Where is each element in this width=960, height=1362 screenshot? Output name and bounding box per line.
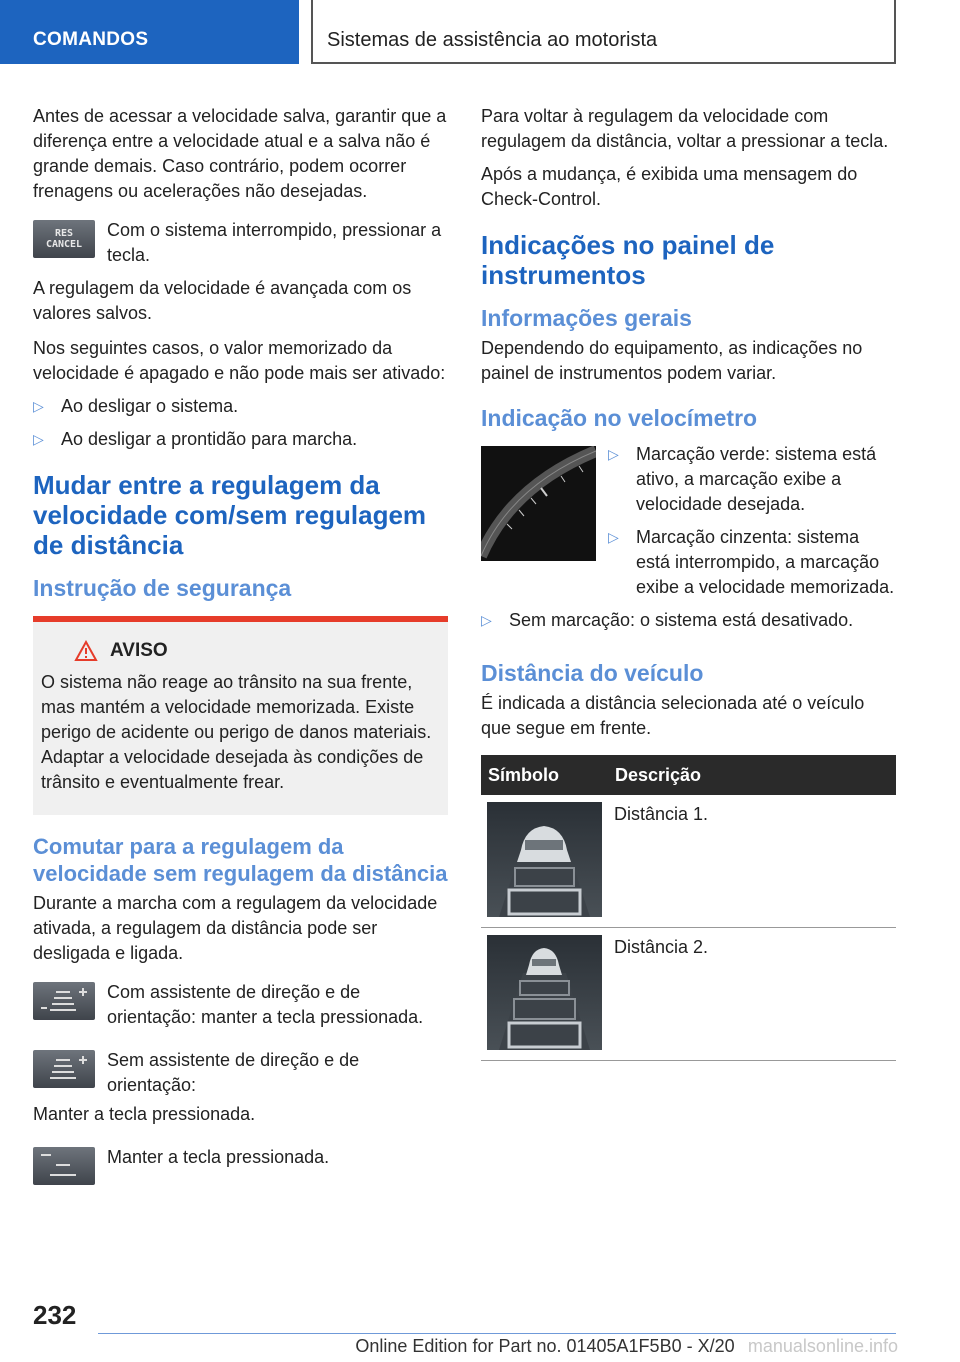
table-cell: Distância 2. (608, 928, 896, 1061)
paragraph: Após a mudança, é exibida uma mensagem do Check-Control. (481, 164, 858, 209)
icon-description: Com o sistema interrompido, pressionar a tecla. (107, 220, 442, 265)
icon-description: Sem assistente de direção e de orientação: (107, 1050, 360, 1095)
list-item: ▷ Marcação verde: sistema está ativo, a marcação exibe a velocidade desejada. (608, 444, 877, 514)
speedometer-section (481, 442, 896, 600)
watermark: manualsonline.info (747, 1336, 898, 1356)
warning-text: O sistema não reage ao trânsito na sua frente, mas mantém a velocidade memorizada. Existe perigo de acidente ou perigo de danos materiais. Adaptar a velocidade desejada às condições de trânsito e eventualmente frear. (41, 672, 432, 792)
icon-row (33, 980, 448, 1030)
distance-1-icon (487, 802, 602, 917)
paragraph: Para voltar à regulagem da velocidade com regulagem da distância, voltar a pressionar a tecla. (481, 106, 889, 151)
res-cancel-button-icon: RES CANCEL (33, 220, 95, 258)
table-cell: Distância 1. (608, 795, 896, 928)
footer-divider (98, 1333, 896, 1334)
bullet-triangle-icon: ▷ (608, 529, 619, 545)
paragraph: É indicada a distância selecionada até o veículo que segue em frente. (481, 693, 865, 738)
table-row (481, 795, 896, 928)
paragraph: Nos seguintes casos, o valor memorizado da velocidade é apagado e não pode mais ser ativado: (33, 338, 446, 383)
paragraph: Antes de acessar a velocidade salva, garantir que a diferença entre a velocidade atual e a salva não é grande demais. Caso contrário, podem ocorrer frenagens ou acelerações não desejadas. (33, 106, 447, 201)
subsection-heading: Comutar para a regulagem da velocidade sem regulagem da distância (33, 834, 448, 886)
page-number: 232 (33, 1300, 77, 1330)
paragraph: Manter a tecla pressionada. (33, 1104, 256, 1124)
paragraph: Dependendo do equipamento, as indicações no painel de instrumentos podem variar. (481, 338, 863, 383)
icon-description: Manter a tecla pressionada. (107, 1147, 330, 1167)
res-cancel-row (33, 218, 448, 268)
subsection-heading: Distância do veículo (481, 660, 704, 686)
warning-title: AVISO (110, 640, 168, 661)
distance-2-icon (487, 935, 602, 1050)
symbol-table (481, 755, 896, 1061)
section-label: COMANDOS (33, 29, 149, 50)
chapter-header (311, 0, 896, 64)
subsection-heading: Indicação no velocímetro (481, 405, 758, 431)
subsection-heading: Instrução de segurança (33, 575, 292, 601)
section-heading: Mudar entre a regulagem da velocidade com/sem regulagem de distância (33, 470, 427, 560)
bullet-triangle-icon: ▷ (33, 398, 44, 414)
left-column (33, 104, 448, 1185)
list-item: ▷ Sem marcação: o sistema está desativado. (481, 608, 896, 633)
paragraph: A regulagem da velocidade é avançada com os valores salvos. (33, 278, 412, 323)
distance-minus-button-icon (33, 1147, 95, 1185)
list-item: ▷ Marcação cinzenta: sistema está interrompido, a marcação exibe a velocidade memorizada. (608, 527, 895, 597)
list-item: ▷ Ao desligar a prontidão para marcha. (33, 427, 448, 452)
icon-row (33, 1048, 448, 1098)
bullet-triangle-icon: ▷ (481, 612, 492, 628)
subsection-heading: Informações gerais (481, 305, 692, 331)
distance-control-button-icon (33, 1050, 95, 1088)
icon-row (33, 1145, 448, 1185)
speedometer-image (481, 446, 596, 561)
table-row (481, 928, 896, 1061)
bullet-triangle-icon: ▷ (33, 431, 44, 447)
list-item: ▷ Ao desligar o sistema. (33, 394, 448, 419)
section-heading: Indicações no painel de instrumentos (481, 230, 775, 290)
paragraph: Durante a marcha com a regulagem da velocidade ativada, a regulagem da distância pode ser desligada e ligada. (33, 893, 438, 963)
bullet-triangle-icon: ▷ (608, 446, 619, 462)
footer-edition: Online Edition for Part no. 01405A1F5B0 - X/20 (355, 1336, 735, 1356)
table-header: Descrição (608, 755, 896, 795)
distance-control-button-icon (33, 982, 95, 1020)
icon-description: Com assistente de direção e de orientação: manter a tecla pressionada. (107, 982, 424, 1027)
chapter-title: Sistemas de assistência ao motorista (327, 29, 658, 51)
warning-triangle-icon (74, 640, 98, 662)
warning-box (33, 616, 448, 815)
right-column (481, 104, 896, 1061)
table-header: Símbolo (481, 755, 608, 795)
section-tab (0, 0, 299, 64)
